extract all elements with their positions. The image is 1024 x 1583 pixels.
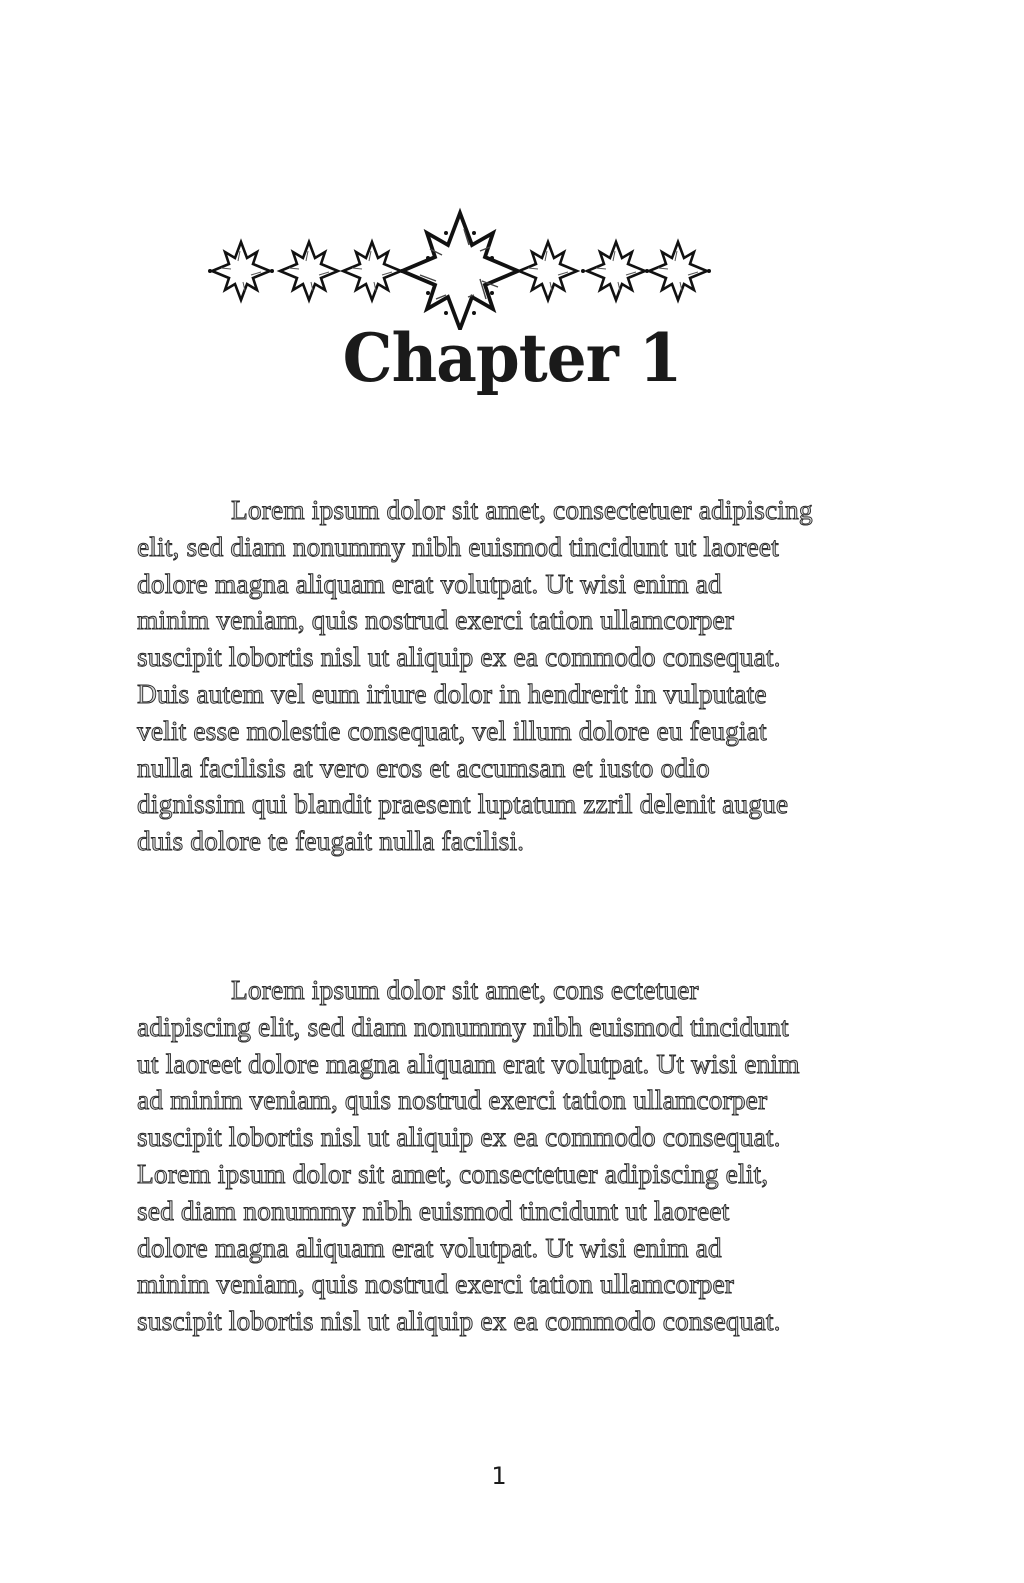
text-line: sed diam nonummy nibh euismod tincidunt ut laoreet	[137, 1194, 730, 1226]
text-line: duis dolore te feugait nulla facilisi.	[137, 825, 525, 857]
text-line: dignissim qui blandit praesent luptatum zzril delenit augue	[137, 788, 789, 820]
eight-point-star-divider-icon	[200, 205, 800, 330]
text-line: suscipit lobortis nisl ut aliquip ex ea commodo consequat.	[137, 1305, 781, 1337]
paragraph-1	[137, 492, 907, 860]
text-line: Duis autem vel eum iriure dolor in hendrerit in vulputate	[137, 677, 767, 709]
text-line: suscipit lobortis nisl ut aliquip ex ea commodo consequat.	[137, 1121, 781, 1153]
text-line: velit esse molestie consequat, vel illum dolore eu feugiat	[137, 714, 767, 746]
text-line: Lorem ipsum dolor sit amet, consectetuer adipiscing elit,	[137, 1157, 769, 1189]
text-line: adipiscing elit, sed diam nonummy nibh euismod tincidunt	[137, 1010, 789, 1042]
text-line: dolore magna aliquam erat volutpat. Ut wisi enim ad	[137, 1231, 722, 1263]
page-number: 1	[491, 1462, 507, 1490]
text-line: ad minim veniam, quis nostrud exerci tation ullamcorper	[137, 1084, 768, 1116]
text-line: ut laoreet dolore magna aliquam erat volutpat. Ut wisi enim	[137, 1047, 800, 1079]
star-divider-ornament	[200, 205, 800, 330]
text-line: Lorem ipsum dolor sit amet, consectetuer adipiscing	[231, 494, 813, 525]
text-line: Lorem ipsum dolor sit amet, cons ectetuer	[231, 974, 699, 1005]
text-line: dolore magna aliquam erat volutpat. Ut wisi enim ad	[137, 567, 722, 599]
text-line: minim veniam, quis nostrud exerci tation ullamcorper	[137, 604, 735, 636]
chapter-title: Chapter 1	[342, 319, 682, 397]
paragraph-2	[137, 972, 907, 1340]
text-line: nulla facilisis at vero eros et accumsan et iusto odio	[137, 751, 710, 783]
text-line: suscipit lobortis nisl ut aliquip ex ea commodo consequat.	[137, 641, 781, 673]
text-line: elit, sed diam nonummy nibh euismod tincidunt ut laoreet	[137, 530, 779, 562]
text-line: minim veniam, quis nostrud exerci tation ullamcorper	[137, 1268, 735, 1300]
